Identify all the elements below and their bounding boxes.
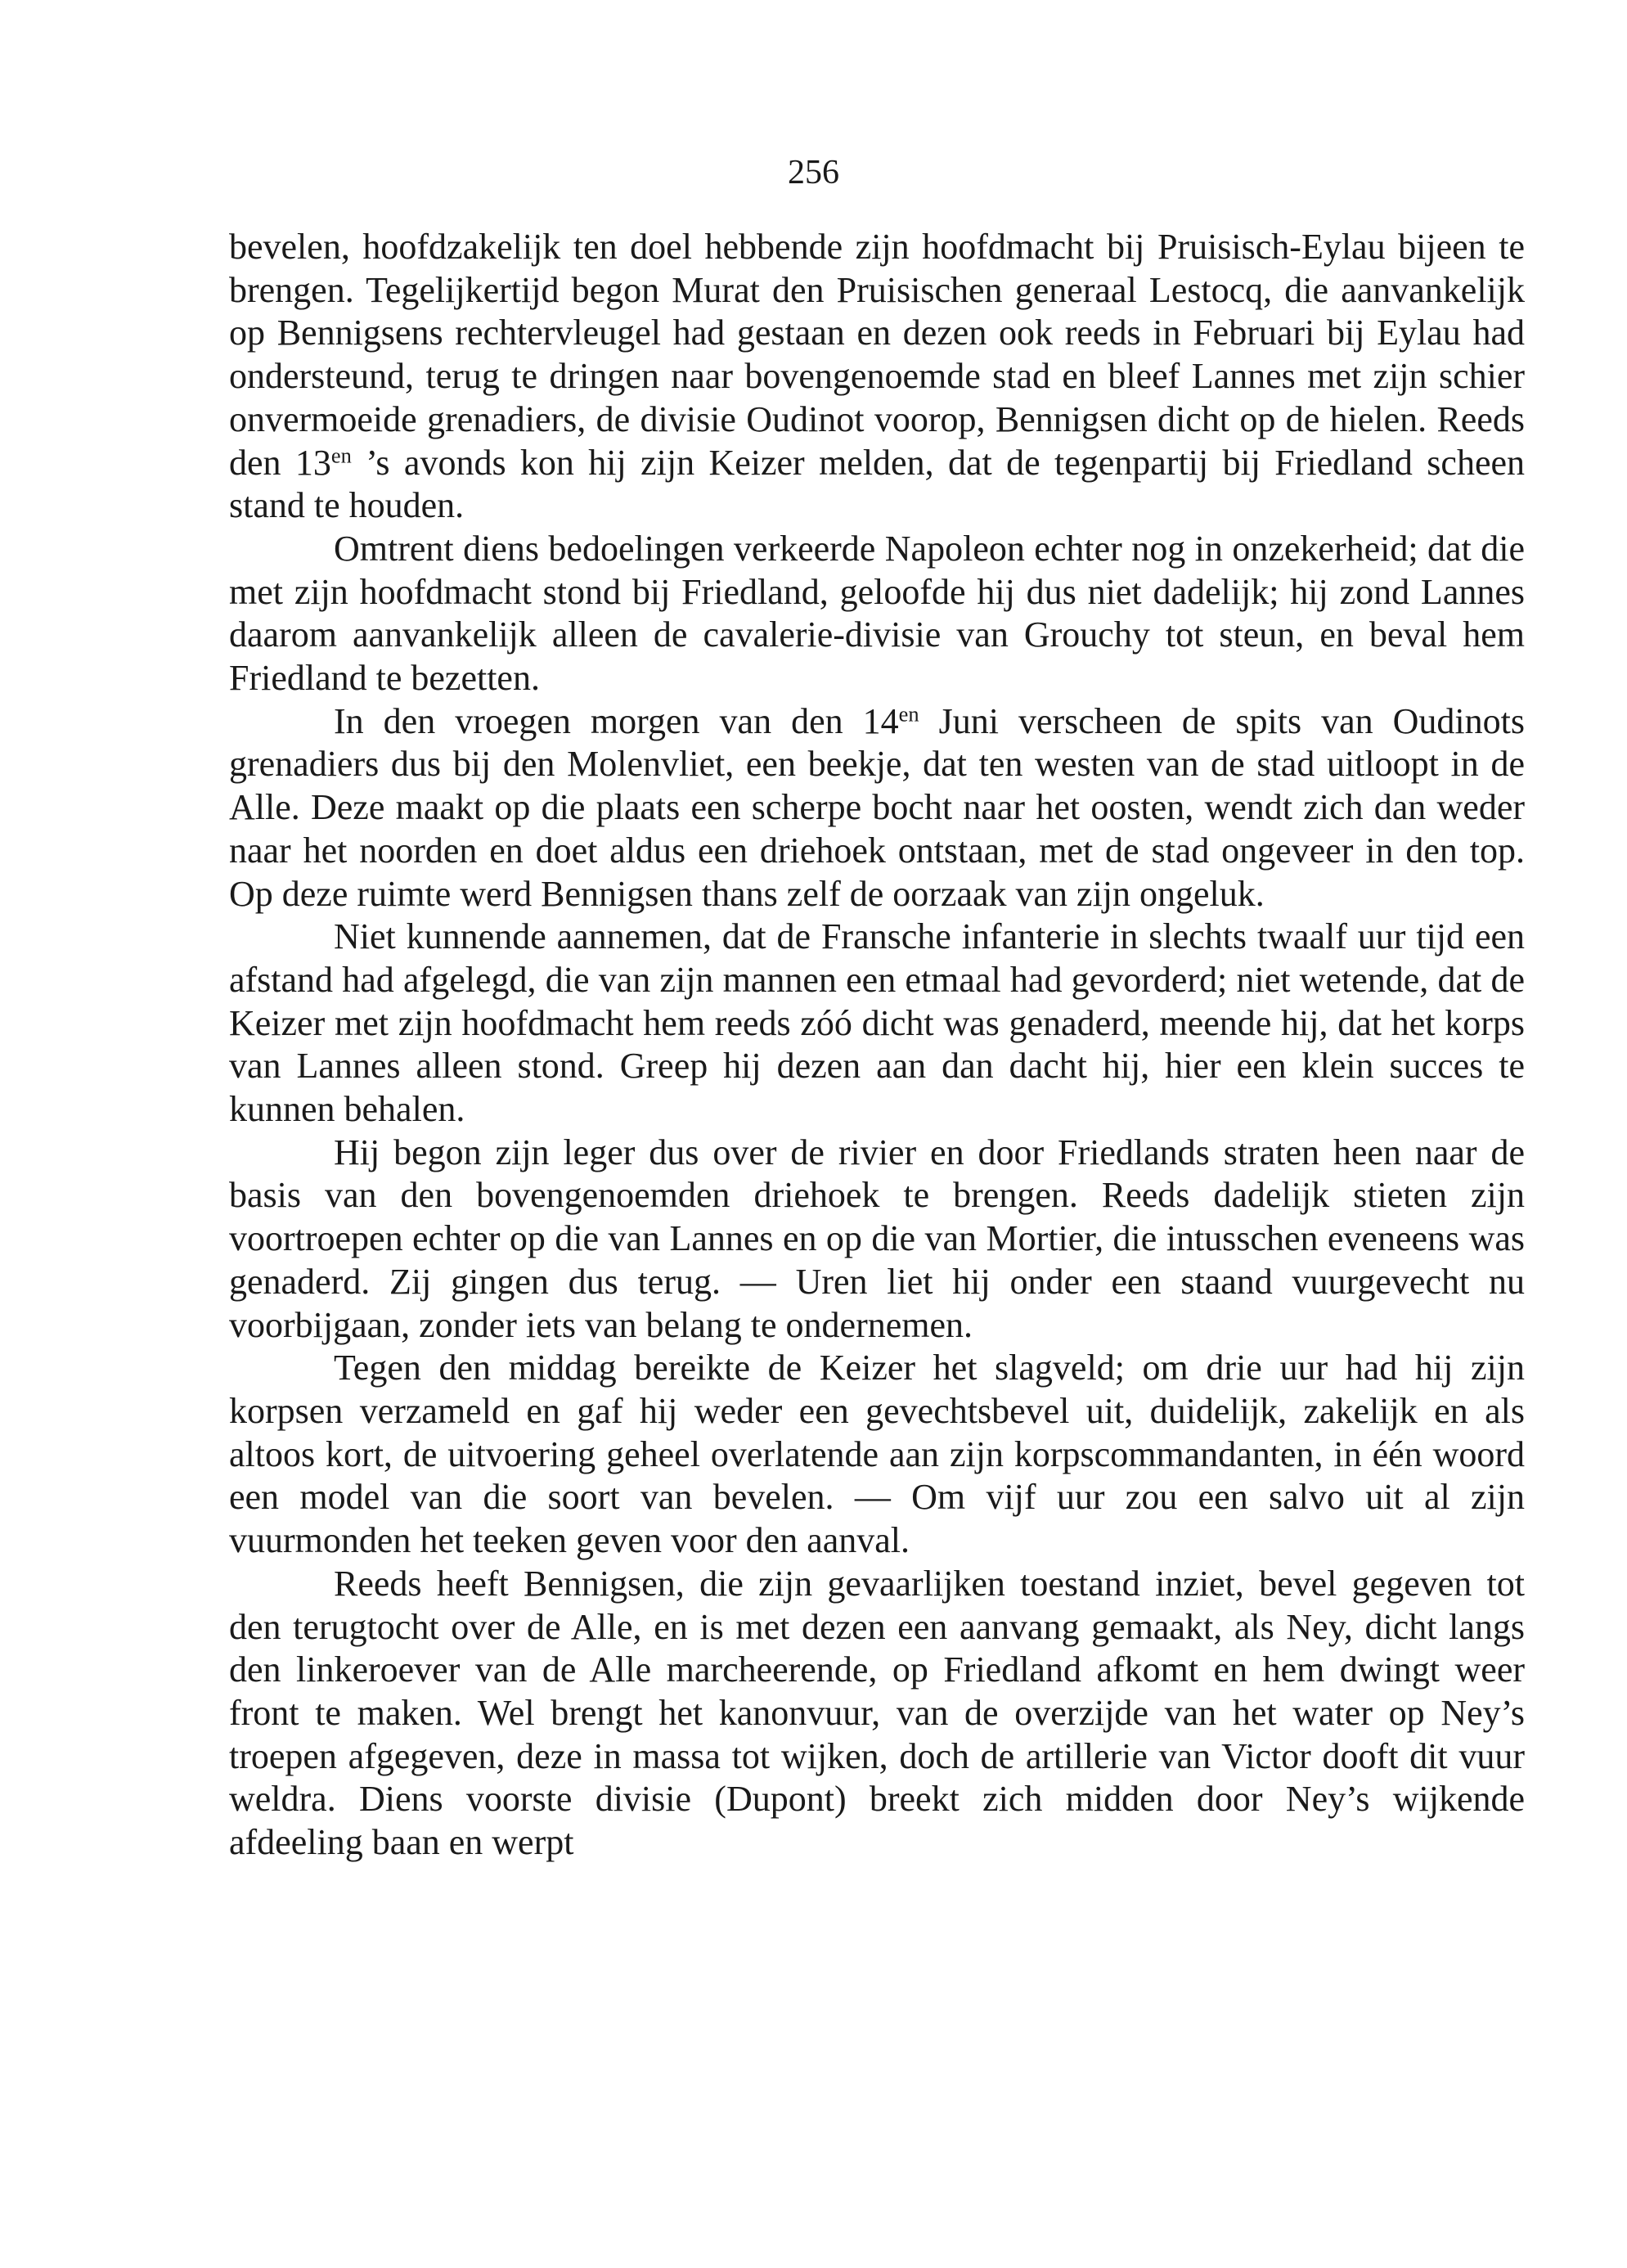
paragraph [229, 700, 1525, 916]
paragraph [229, 226, 1525, 528]
text-run: Tegen den middag bereikte de Keizer het slagveld; om drie uur had hij zijn korpsen verzameld en gaf hij weder een gevechtsbevel uit, duidelijk, zakelijk en als altoos kort, de uitvoering geheel overlatende aan zijn korpscommandanten, in één woord een model van die soort van bevelen. — Om vijf uur zou een salvo uit al zijn vuurmonden het teeken geven voor den aanval. [229, 1348, 1525, 1561]
text-run: Niet kunnende aannemen, dat de Fransche infanterie in slechts twaalf uur tijd een afstand had afgelegd, die van zijn mannen een etmaal had gevorderd; niet wetende, dat de Keizer met zijn hoofdmacht hem reeds zóó dicht was genaderd, meende hij, dat het korps van Lannes alleen stond. Greep hij dezen aan dan dacht hij, hier een klein succes te kunnen behalen. [229, 916, 1525, 1130]
body-text [229, 226, 1525, 1865]
text-run: ’s avonds kon hij zijn Keizer melden, dat de tegenpartij bij Friedland scheen stand te houden. [229, 442, 1526, 526]
paragraph [229, 1347, 1525, 1563]
paragraph [229, 916, 1525, 1132]
text-run: bevelen, hoofdzakelijk ten doel hebbende zijn hoofdmacht bij Pruisisch-Eylau bijeen te brengen. Tegelijkertijd begon Murat den Pruisischen generaal Lestocq, die aanvankelijk op Bennigsens rechtervleugel had gestaan en dezen ook reeds in Februari bij Eylau had ondersteund, terug te dringen naar bovengenoemde stad en bleef Lannes met zijn schier onvermoeide grenadiers, de divisie Oudinot voorop, Bennigsen dicht op de hielen. Reeds den 13 [229, 227, 1525, 483]
text-run: In den vroegen morgen van den 14 [334, 700, 899, 741]
text-run: Hij begon zijn leger dus over de rivier en door Friedlands straten heen naar de basis van den bovengenoemden driehoek te brengen. Reeds dadelijk stieten zijn voortroepen echter op die van Lannes en op die van Mortier, die intusschen eveneens was genaderd. Zij gingen dus terug. — Uren liet hij onder een staand vuurgevecht nu voorbijgaan, zonder iets van belang te ondernemen. [229, 1132, 1525, 1345]
superscript: en [898, 701, 919, 727]
paragraph [229, 528, 1525, 700]
paragraph [229, 1132, 1525, 1348]
text-run: Reeds heeft Bennigsen, die zijn gevaarlijken toestand inziet, bevel gegeven tot den terugtocht over de Alle, en is met dezen een aanvang gemaakt, als Ney, dicht langs den linkeroever van de Alle marcheerende, op Friedland afkomt en hem dwingt weer front te maken. Wel brengt het kanonvuur, van de overzijde van het water op Ney’s troepen afgegeven, deze in massa tot wijken, doch de artillerie van Victor dooft dit vuur weldra. Diens voorste divisie (Dupont) breekt zich midden door Ney’s wijkende afdeeling baan en werpt [229, 1563, 1525, 1863]
paragraph [229, 1563, 1525, 1865]
text-run: Omtrent diens bedoelingen verkeerde Napoleon echter nog in onzekerheid; dat die met zijn hoofdmacht stond bij Friedland, geloofde hij dus niet dadelijk; hij zond Lannes daarom aanvankelijk alleen de cavalerie-divisie van Grouchy tot steun, en beval hem Friedland te bezetten. [229, 528, 1525, 699]
superscript: en [330, 443, 352, 467]
text-run: Juni verscheen de spits van Oudinots grenadiers dus bij den Molenvliet, een beekje, dat ten westen van de stad uitloopt in de Alle. Deze maakt op die plaats een scherpe bocht naar het oosten, wendt zich dan weder naar het noorden en doet aldus een driehoek ontstaan, met de stad ongeveer in den top. Op deze ruimte werd Bennigsen thans zelf de oorzaak van zijn ongeluk. [229, 700, 1526, 914]
page-number: 256 [788, 154, 839, 191]
